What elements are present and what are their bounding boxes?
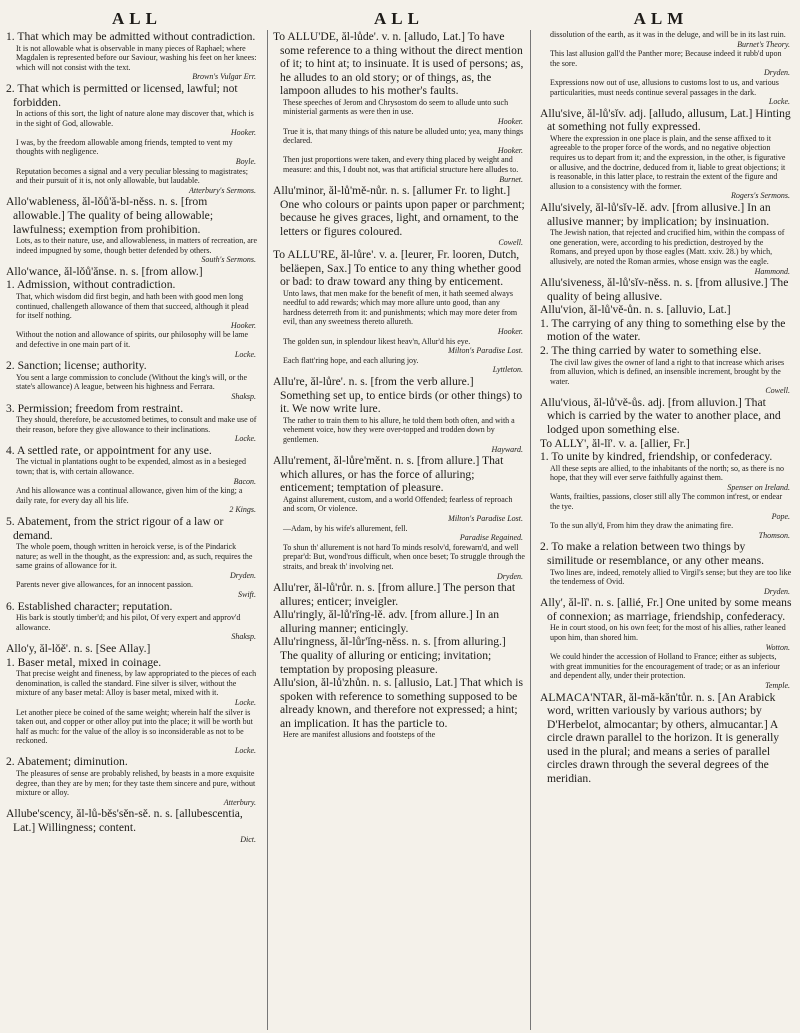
citation: Thomson. [758, 530, 790, 540]
definition: 2. Abatement; diminution. [6, 755, 128, 769]
citation: Pope. [771, 511, 790, 521]
citation: Cowell. [498, 238, 523, 248]
definition: 4. A settled rate, or appointment for any use. [6, 443, 212, 457]
definition: Allu'rer, ăl-lů'růr. n. s. [from allure.] The person that allures; enticer; inveigler. [273, 581, 516, 608]
definition: 1. Baser metal, mixed in coinage. [6, 655, 162, 669]
definition: Ally', ăl-lǐ'. n. s. [allié, Fr.] One united by some means of connexion; as marriage, friendship, confederacy. [540, 596, 792, 623]
definition: Allu'siveness, ăl-lů'sǐv-něss. n. s. [from allusive.] The quality of being allusive. [540, 276, 789, 303]
definition: Allube'scency, ăl-lů-běs'sěn-sě. n. s. [allubescentia, Lat.] Willingness; content. [6, 807, 243, 834]
citation: Hooker. [230, 128, 256, 138]
citation: Lyttleton. [492, 365, 523, 375]
quotation: The pleasures of sense are probably relished, by beasts in a more exquisite degree, than they are by men; for they taste them sincere and pure, without mixture or alloy. [16, 769, 256, 798]
quotation: His bark is stoutly timber'd; and his pilot, Of very expert and approv'd allowance. [16, 613, 241, 632]
citation: Cowell. [765, 386, 790, 396]
definition: 1. Admission, without contradiction. [6, 278, 176, 292]
definition: Allu'sion, ăl-lů'zhůn. n. s. [allusio, Lat.] That which is spoken with reference to something supposed to be already known, and therefore not expressed; a hint; an implication. It has the particle to. [273, 676, 523, 730]
quotation: The Jewish nation, that rejected and crucified him, within the compass of one generation, were, according to his prediction, destroyed by the Romans, and preyed upon by those eagles (Matt. xxiv. 28.) by which, allusively, are noted the Roman armies, whose ensign was the eagle. [550, 228, 785, 266]
quotation: The civil law gives the owner of land a right to that increase which arises from alluvion, which is defined, an insensible increment, brought by the water. [550, 357, 785, 386]
quotation: To the sun ally'd, From him they draw the animating fire. [550, 521, 734, 531]
citation: Dryden. [764, 68, 790, 78]
quotation: Unto laws, that men make for the benefit of men, it hath seemed always needful to add rewards; which may more allure unto good, than any hardness deterreth from it: and punishments; which may more deter from evil, than any sweetness thereto allureth. [283, 288, 518, 327]
citation: Shaksp. [231, 632, 256, 642]
citation: Wotton. [765, 642, 790, 652]
definition: 2. Sanction; license; authority. [6, 359, 147, 373]
definition: 5. Abatement, from the strict rigour of a law or demand. [6, 514, 224, 542]
citation: Milton's Paradise Lost. [448, 513, 523, 523]
citation: Atterbury's Sermons. [188, 185, 256, 195]
quotation: Two lines are, indeed, remotely allied to Virgil's sense; but they are too like the tenderness of Ovid. [550, 567, 792, 587]
column-right [540, 30, 792, 1030]
definition: Allo'y, ăl-lǒě'. n. s. [See Allay.] [6, 642, 151, 655]
citation: Burnet. [499, 174, 523, 184]
definition: Allu're, ăl-lůre'. n. s. [from the verb allure.] Something set up, to entice birds (or other things) to it. We now write lure. [273, 375, 523, 416]
quotation: That, which wisdom did first begin, and hath been with good men long continued, challengeth allowance of them that succeed, although it plead for itself nothing. [16, 292, 249, 321]
quotation: This last allusion gall'd the Panther more; Because indeed it rubb'd upon the sore. [550, 49, 782, 68]
quotation: You sent a large commission to conclude (Without the king's will, or the state's allowance) A league, between his highness and Ferrara. [16, 372, 248, 392]
citation: Dryden. [230, 570, 256, 580]
definition: To ALLU'DE, ăl-lůde'. v. n. [alludo, Lat.] To have some reference to a thing without the direct mention of it; to hint at; to insinuate. It is used of persons; as, he alludes to an old story; or of things, as, the lampoon alludes to his mother's faults. [273, 30, 524, 98]
quotation: And his allowance was a continual allowance, given him of the king; a daily rate, for every day all his life. [16, 486, 243, 505]
definition: 1. That which may be admitted without contradiction. [6, 30, 256, 43]
citation: Paradise Regained. [459, 533, 523, 543]
quotation: —Adam, by his wife's allurement, fell. [283, 523, 408, 533]
quotation: The golden sun, in splendour likest heav'n, Allur'd his eye. [283, 336, 471, 346]
definition: 2. To make a relation between two things by similitude or resemblance, or any other means. [540, 540, 764, 567]
running-header-left: ALL [112, 9, 162, 28]
quotation: It is not allowable what is observable in many pieces of Raphael; where Magdalen is represented before our Saviour, washing his feet on her knees: which will not consist with the text. [16, 43, 257, 72]
quotation: True it is, that many things of this nature be alluded unto; yea, many things declared. [283, 126, 524, 146]
citation: Atterbury. [223, 797, 256, 807]
citation: Hammond. [754, 266, 790, 276]
citation: Rogers's Sermons. [730, 191, 790, 201]
definition: Allu'ringness, ăl-lůr'ǐng-něss. n. s. [from alluring.] The quality of alluring or enticing; invitation; temptation by proposing pleasure. [273, 635, 506, 676]
citation: Dryden. [764, 586, 790, 596]
citation: Swift. [237, 590, 256, 600]
definition: ALMACA'NTAR, ăl-mă-kăn'tůr. n. s. [An Arabick word, written variously by various authors; by D'Herbelot, almocantar; by others, almucantar.] A circle drawn parallel to the horizon. It is generally used in the plural; and means a series of parallel circles drawn through the several degrees of the meridian. [540, 690, 780, 785]
citation: Temple. [765, 681, 790, 691]
citation: Locke. [234, 745, 256, 755]
quotation: They should, therefore, be accustomed betimes, to consult and make use of their reason, before they give allowance to their inclinations. [16, 415, 257, 434]
quotation: dissolution of the earth, as it was in the deluge, and will be in its last ruin. [550, 30, 786, 39]
citation: Burnet's Theory. [737, 39, 790, 49]
quotation: Expressions now out of use, allusions to customs lost to us, and various particularities, must needs continue several passages in the dark. [550, 77, 779, 97]
quotation: Reputation becomes a signal and a very peculiar blessing to magistrates; and their pursuit of it is, not only allowable, but laudable. [16, 166, 248, 186]
citation: Hooker. [497, 117, 523, 126]
definition: 1. The carrying of any thing to something else by the motion of the water. [540, 316, 786, 344]
definition: 6. Established character; reputation. [6, 599, 173, 613]
citation: Dryden. [497, 571, 523, 581]
quotation: Then just proportions were taken, and every thing placed by weight and measure: and this, I doubt not, was that artificial structure here alludes to. [283, 155, 519, 174]
column-left [6, 30, 258, 1030]
quotation: The whole poem, though written in heroick verse, is of the Pindarick nature; as well in the thought, as the expression: and, as such, requires the same grains of allowance for it. [16, 542, 253, 571]
citation: Milton's Paradise Lost. [448, 346, 523, 356]
definition: To ALLU'RE, ăl-lůre'. v. a. [leurer, Fr. looren, Dutch, beläepen, Sax.] To entice to any thing whether good or bad: to draw toward any thing by enticement. [273, 248, 522, 289]
citation: South's Sermons. [201, 255, 256, 265]
definition: Allu'sively, ăl-lů'sǐv-lě. adv. [from allusive.] In an allusive manner; by implication; by insinuation. [540, 201, 771, 228]
quotation: Each flatt'ring hope, and each alluring joy. [283, 355, 419, 365]
definition: Allu'minor, ăl-lů'mě-nůr. n. s. [allumer Fr. to light.] One who colours or paints upon paper or parchment; because he gives graces, light, and ornament, to the letters or figures coloured. [273, 184, 525, 238]
definition: Allo'wance, ăl-lǒů'ănse. n. s. [from allow.] [6, 264, 203, 278]
quotation: We could hinder the accession of Holland to France; either as subjects, with great immunities for the encouragement of trade; or as an inferiour and dependent ally, under their protection. [550, 652, 780, 681]
text-columns [6, 30, 792, 1030]
citation: Hooker. [497, 145, 523, 155]
running-headers [6, 8, 792, 30]
definition: Allu'rement, ăl-lůre'měnt. n. s. [from allure.] That which allures, or has the force of alluring; enticement; temptation of pleasure. [273, 454, 504, 495]
definition: Allu'vious, ăl-lů'vě-ůs. adj. [from alluvion.] That which is carried by the water to another place, and lodged upon something else. [540, 395, 781, 436]
citation: 2 Kings. [229, 505, 256, 515]
definition: Allu'ringly, ăl-lů'rǐng-lě. adv. [from allure.] In an alluring manner; enticingly. [273, 608, 500, 635]
citation: Dict. [240, 834, 256, 844]
quotation: All these septs are allied, to the inhabitants of the north; so, as there is no hope, that they will ever serve faithfully against them. [550, 463, 784, 483]
citation: Brown's Vulgar Err. [192, 72, 256, 82]
quotation: Parents never give allowances, for an innocent passion. [16, 580, 194, 590]
definition: Allu'vion, ăl-lů'vě-ůn. n. s. [alluvio, Lat.] [540, 303, 731, 317]
definition: 3. Permission; freedom from restraint. [6, 401, 184, 415]
quotation: Here are manifest allusions and footsteps of the [283, 730, 436, 740]
citation: Bacon. [233, 476, 256, 486]
quotation: To shun th' allurement is not hard To minds resolv'd, forewarn'd, and well prepar'd: But, wond'rous difficult, when once beset; To struggle through the straits, and break th' involving net. [283, 542, 525, 571]
citation: Locke. [234, 697, 256, 707]
definition: To ALLY', ăl-lǐ'. v. a. [allier, Fr.] [540, 436, 690, 450]
quotation: That precise weight and fineness, by law appropriated to the pieces of each denomination, is called the standard. Fine silver is silver, without the mixture of any baser metal: Alloy is baser metal, mixed with it. [16, 669, 257, 698]
citation: Locke. [768, 97, 790, 107]
quotation: These speeches of Jerom and Chrysostom do seem to allude unto such ministerial garments as were then in use. [283, 97, 509, 117]
quotation: The rather to train them to his allure, he told them both often, and with a vehement voice, how they were over-topped and trodden down by gentlemen. [283, 415, 515, 444]
citation: Shaksp. [231, 391, 256, 401]
quotation: The victual in plantations ought to be expended, almost as in a besieged town; that is, with certain allowance. [16, 457, 246, 476]
quotation: Lots, as to their nature, use, and allowableness, in matters of recreation, are indeed impugned by some, though better defended by others. [16, 236, 258, 255]
citation: Hooker. [497, 327, 523, 337]
citation: Boyle. [235, 157, 256, 167]
citation: Locke. [234, 434, 256, 444]
definition: Allu'sive, ăl-lů'sǐv. adj. [alludo, allusum, Lat.] Hinting at something not fully expressed. [540, 106, 791, 134]
quotation: Without the notion and allowance of spirits, our philosophy will be lame and defective in one main part of it. [16, 330, 249, 349]
running-header-middle: ALL [374, 9, 424, 28]
definition: 2. That which is permitted or licensed, lawful; not forbidden. [6, 81, 238, 109]
quotation: Where the expression in one place is plain, and the sense affixed to it agreeable to the proper force of the words, and no negative objection requires us to depart from it; and the expression, in the other, is figurative or allusive, and the doctrine, deduced from it, liable to great objections; it is reasonable, in this latter place, to restrain the extent of the figure and allusion to a consistency with the former. [550, 133, 786, 191]
quotation: In actions of this sort, the light of nature alone may discover that, which is in the sight of God, allowable. [16, 109, 254, 128]
definition: 2. The thing carried by water to something else. [540, 343, 762, 357]
citation: Hooker. [230, 320, 256, 330]
definition: 1. To unite by kindred, friendship, or confederacy. [540, 450, 773, 464]
citation: Hayward. [491, 444, 523, 454]
quotation: Wants, frailties, passions, closer still ally The common int'rest, or endear the tye. [550, 492, 783, 512]
citation: Locke. [234, 349, 256, 359]
quotation: Against allurement, custom, and a world Offended; fearless of reproach and scorn, Or violence. [283, 494, 513, 514]
quotation: I was, by the freedom allowable among friends, tempted to vent my thoughts with negligence. [16, 137, 233, 157]
quotation: He in court stood, on his own feet; for the most of his allies, rather leaned upon him, than shored him. [550, 623, 786, 643]
citation: Spenser on Ireland. [727, 482, 790, 492]
quotation: Let another piece be coined of the same weight; wherein half the silver is taken out, and copper or other alloy put into the place; it will be worth but half as much: for the value of the alloy is so inconsiderable as not to be reckoned. [16, 707, 253, 746]
column-middle [267, 30, 531, 1030]
definition: Allo'wableness, ăl-lǒů'ă-bl-něss. n. s. [from allowable.] The quality of being allowable; lawfulness; exemption from prohibition. [6, 195, 214, 236]
running-header-right: ALM [633, 9, 689, 28]
